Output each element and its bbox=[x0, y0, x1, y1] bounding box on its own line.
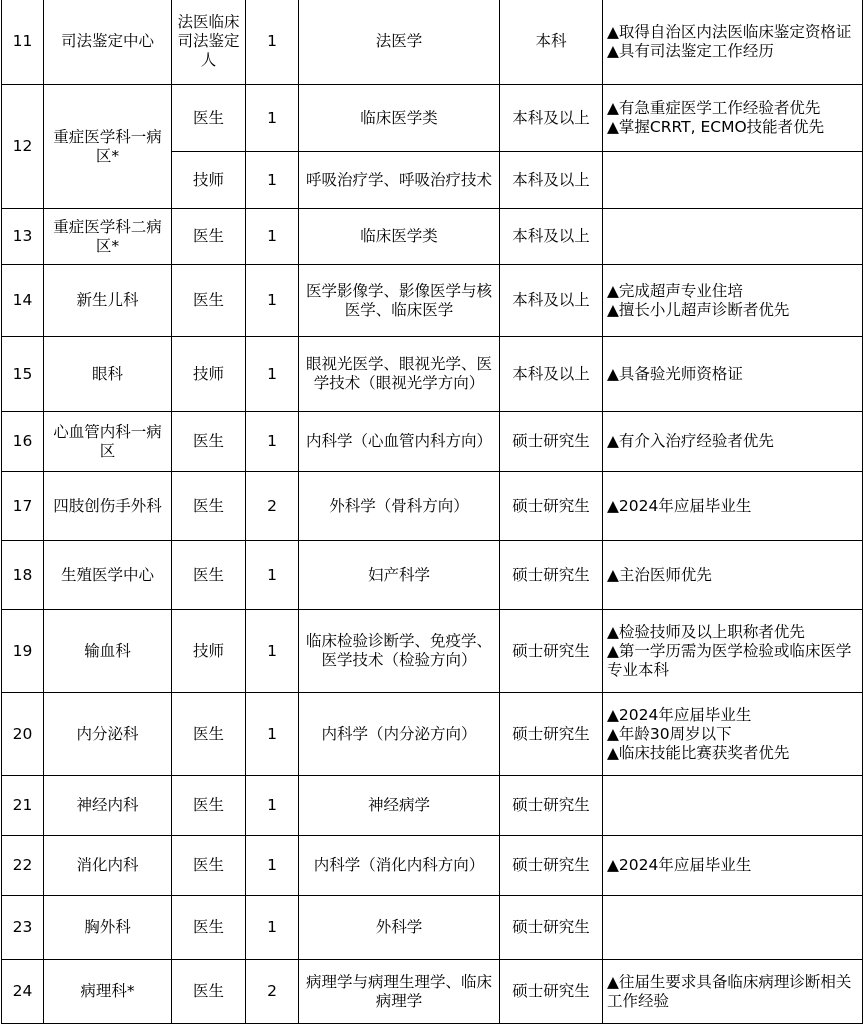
cell-education: 硕士研究生 bbox=[500, 896, 603, 960]
cell-count: 1 bbox=[246, 896, 299, 960]
cell-education: 本科及以上 bbox=[500, 152, 603, 209]
cell-no: 11 bbox=[2, 0, 44, 85]
cell-position: 技师 bbox=[172, 152, 246, 209]
cell-requirements bbox=[603, 836, 863, 896]
cell-department: 四肢创伤手外科 bbox=[44, 472, 172, 541]
requirement-line: ▲具备验光师资格证 bbox=[607, 364, 743, 383]
cell-position: 医生 bbox=[172, 693, 246, 776]
cell-position: 医生 bbox=[172, 265, 246, 337]
requirement-line: ▲掌握CRRT, ECMO技能者优先 bbox=[607, 118, 825, 136]
cell-count: 1 bbox=[246, 337, 299, 412]
cell-count: 1 bbox=[246, 610, 299, 693]
cell-department: 新生儿科 bbox=[44, 265, 172, 337]
cell-major: 外科学（骨科方向） bbox=[299, 472, 500, 541]
cell-education: 硕士研究生 bbox=[500, 693, 603, 776]
cell-major: 临床医学类 bbox=[299, 85, 500, 152]
cell-education: 硕士研究生 bbox=[500, 412, 603, 472]
cell-count: 1 bbox=[246, 836, 299, 896]
cell-major: 法医学 bbox=[299, 0, 500, 85]
cell-count: 1 bbox=[246, 541, 299, 610]
requirement-line: ▲2024年应届毕业生 bbox=[607, 856, 752, 874]
table-row bbox=[2, 209, 863, 265]
cell-department: 病理科* bbox=[44, 960, 172, 1024]
cell-count: 1 bbox=[246, 776, 299, 836]
requirement-line: ▲第一学历需为医学检验或临床医学专业本科 bbox=[607, 641, 852, 679]
cell-position: 医生 bbox=[172, 776, 246, 836]
cell-education: 本科及以上 bbox=[500, 85, 603, 152]
cell-education: 硕士研究生 bbox=[500, 472, 603, 541]
cell-requirements bbox=[603, 152, 863, 209]
requirement-line: ▲有介入治疗经验者优先 bbox=[607, 432, 774, 450]
cell-position: 医生 bbox=[172, 472, 246, 541]
cell-position: 医生 bbox=[172, 836, 246, 896]
cell-department: 重症医学科一病区* bbox=[44, 85, 172, 209]
requirement-line: ▲有急重症医学工作经验者优先 bbox=[607, 99, 821, 117]
cell-requirements bbox=[603, 265, 863, 337]
requirement-line: ▲2024年应届毕业生 bbox=[607, 496, 752, 515]
cell-education: 硕士研究生 bbox=[500, 610, 603, 693]
cell-requirements bbox=[603, 610, 863, 693]
cell-requirements bbox=[603, 776, 863, 836]
cell-requirements bbox=[603, 0, 863, 85]
cell-major: 神经病学 bbox=[299, 776, 500, 836]
cell-major: 内科学（消化内科方向） bbox=[299, 836, 500, 896]
cell-position: 医生 bbox=[172, 209, 246, 265]
table-row bbox=[2, 0, 863, 85]
cell-count: 1 bbox=[246, 209, 299, 265]
table-row bbox=[2, 960, 863, 1024]
table-row bbox=[2, 472, 863, 541]
table-row bbox=[2, 610, 863, 693]
requirement-line: ▲完成超声专业住培 bbox=[607, 281, 743, 300]
cell-department: 重症医学科二病区* bbox=[44, 209, 172, 265]
cell-position: 医生 bbox=[172, 85, 246, 152]
cell-count: 1 bbox=[246, 152, 299, 209]
cell-department: 胸外科 bbox=[44, 896, 172, 960]
cell-no: 21 bbox=[2, 776, 44, 836]
cell-no: 17 bbox=[2, 472, 44, 541]
cell-count: 2 bbox=[246, 472, 299, 541]
cell-major: 内科学（心血管内科方向） bbox=[299, 412, 500, 472]
table-row bbox=[2, 776, 863, 836]
cell-position: 技师 bbox=[172, 610, 246, 693]
cell-education: 硕士研究生 bbox=[500, 960, 603, 1024]
requirement-line: ▲擅长小儿超声诊断者优先 bbox=[607, 300, 790, 319]
cell-department: 心血管内科一病区 bbox=[44, 412, 172, 472]
cell-requirements bbox=[603, 412, 863, 472]
cell-count: 1 bbox=[246, 412, 299, 472]
cell-no: 23 bbox=[2, 896, 44, 960]
requirement-line: ▲往届生要求具备临床病理诊断相关工作经验 bbox=[607, 972, 852, 1010]
cell-major: 医学影像学、影像医学与核医学、临床医学 bbox=[299, 265, 500, 337]
cell-education: 本科及以上 bbox=[500, 337, 603, 412]
table-row bbox=[2, 836, 863, 896]
cell-department: 眼科 bbox=[44, 337, 172, 412]
cell-major: 病理学与病理生理学、临床病理学 bbox=[299, 960, 500, 1024]
cell-count: 1 bbox=[246, 0, 299, 85]
recruitment-table bbox=[1, 0, 863, 1024]
cell-education: 本科 bbox=[500, 0, 603, 85]
cell-requirements bbox=[603, 960, 863, 1024]
cell-department: 消化内科 bbox=[44, 836, 172, 896]
table-row bbox=[2, 541, 863, 610]
cell-requirements bbox=[603, 472, 863, 541]
cell-department: 输血科 bbox=[44, 610, 172, 693]
requirement-line: ▲具有司法鉴定工作经历 bbox=[607, 41, 774, 60]
requirement-line: ▲年龄30周岁以下 bbox=[607, 724, 732, 743]
requirement-line: ▲取得自治区内法医临床鉴定资格证 bbox=[607, 22, 852, 41]
cell-requirements bbox=[603, 337, 863, 412]
cell-requirements bbox=[603, 541, 863, 610]
cell-no: 18 bbox=[2, 541, 44, 610]
cell-education: 本科及以上 bbox=[500, 265, 603, 337]
table-row bbox=[2, 337, 863, 412]
table-row bbox=[2, 412, 863, 472]
cell-major: 内科学（内分泌方向） bbox=[299, 693, 500, 776]
cell-requirements bbox=[603, 209, 863, 265]
cell-no: 20 bbox=[2, 693, 44, 776]
cell-education: 本科及以上 bbox=[500, 209, 603, 265]
cell-no: 22 bbox=[2, 836, 44, 896]
table-body bbox=[2, 0, 863, 1024]
cell-department: 生殖医学中心 bbox=[44, 541, 172, 610]
cell-position: 医生 bbox=[172, 541, 246, 610]
cell-no: 15 bbox=[2, 337, 44, 412]
requirement-line: ▲2024年应届毕业生 bbox=[607, 705, 752, 724]
cell-no: 14 bbox=[2, 265, 44, 337]
cell-education: 硕士研究生 bbox=[500, 541, 603, 610]
cell-no: 12 bbox=[2, 85, 44, 209]
cell-major: 临床检验诊断学、免疫学、医学技术（检验方向） bbox=[299, 610, 500, 693]
table-row bbox=[2, 265, 863, 337]
cell-major: 外科学 bbox=[299, 896, 500, 960]
cell-no: 16 bbox=[2, 412, 44, 472]
cell-education: 硕士研究生 bbox=[500, 776, 603, 836]
cell-position: 技师 bbox=[172, 337, 246, 412]
cell-department: 司法鉴定中心 bbox=[44, 0, 172, 85]
cell-education: 硕士研究生 bbox=[500, 836, 603, 896]
cell-no: 13 bbox=[2, 209, 44, 265]
cell-department: 内分泌科 bbox=[44, 693, 172, 776]
cell-count: 2 bbox=[246, 960, 299, 1024]
cell-department: 神经内科 bbox=[44, 776, 172, 836]
cell-count: 1 bbox=[246, 85, 299, 152]
cell-position: 医生 bbox=[172, 896, 246, 960]
cell-requirements bbox=[603, 85, 863, 152]
cell-count: 1 bbox=[246, 265, 299, 337]
requirement-line: ▲临床技能比赛获奖者优先 bbox=[607, 743, 790, 762]
requirement-line: ▲主治医师优先 bbox=[607, 565, 712, 584]
cell-no: 19 bbox=[2, 610, 44, 693]
table-row bbox=[2, 896, 863, 960]
cell-requirements bbox=[603, 896, 863, 960]
cell-major: 临床医学类 bbox=[299, 209, 500, 265]
cell-requirements bbox=[603, 693, 863, 776]
table-row bbox=[2, 85, 863, 152]
cell-position: 医生 bbox=[172, 412, 246, 472]
requirement-line: ▲检验技师及以上职称者优先 bbox=[607, 622, 805, 641]
cell-no: 24 bbox=[2, 960, 44, 1024]
cell-count: 1 bbox=[246, 693, 299, 776]
cell-position: 法医临床司法鉴定人 bbox=[172, 0, 246, 85]
cell-major: 呼吸治疗学、呼吸治疗技术 bbox=[299, 152, 500, 209]
table-row bbox=[2, 693, 863, 776]
cell-position: 医生 bbox=[172, 960, 246, 1024]
cell-major: 眼视光医学、眼视光学、医学技术（眼视光学方向） bbox=[299, 337, 500, 412]
cell-major: 妇产科学 bbox=[299, 541, 500, 610]
